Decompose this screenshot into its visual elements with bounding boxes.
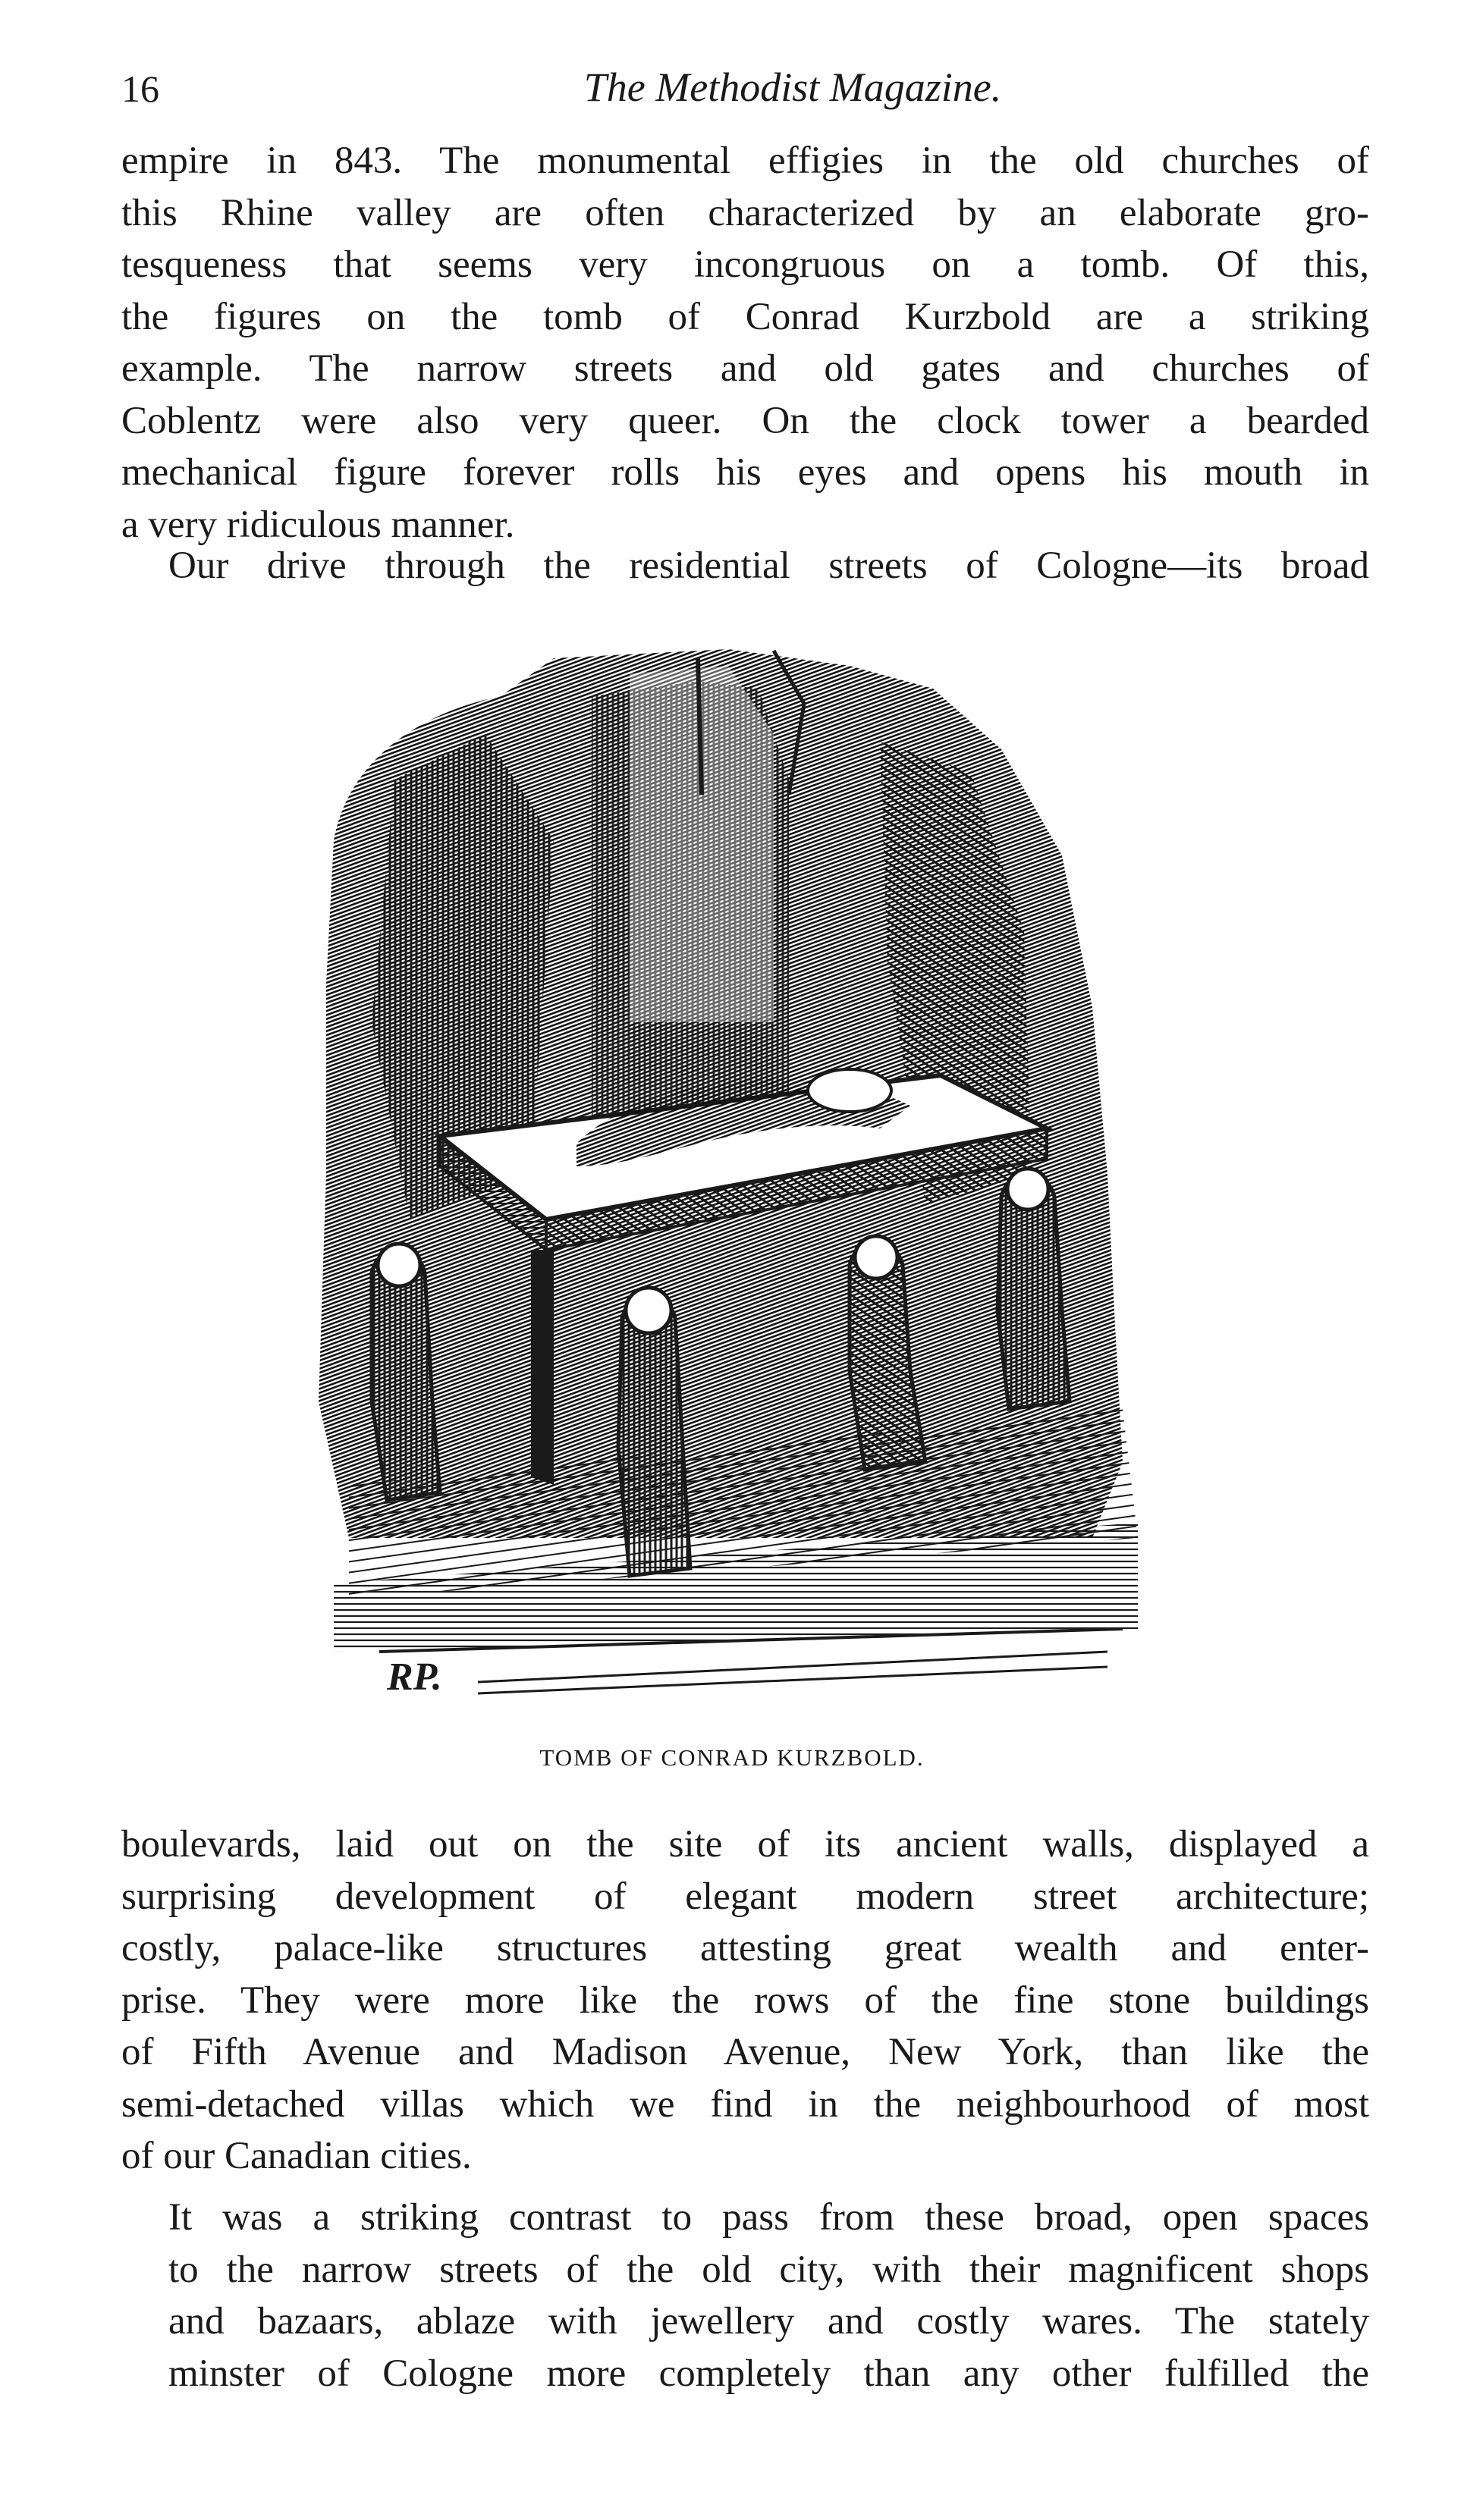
text-line: prise. They were more like the rows of the fine stone buildings bbox=[121, 1979, 1369, 2022]
text-line: boulevards, laid out on the site of its ancient walls, displayed a bbox=[121, 1823, 1369, 1866]
text-line: empire in 843. The monumental effigies in the old churches of bbox=[121, 140, 1369, 182]
text-line: Coblentz were also very queer. On the clock tower a bearded bbox=[121, 399, 1369, 442]
text-line: surprising development of elegant modern street architecture; bbox=[121, 1875, 1369, 1918]
text-line: semi-detached villas which we find in the neighbourhood of most bbox=[121, 2082, 1369, 2126]
text-line: the figures on the tomb of Conrad Kurzbold are a striking bbox=[121, 295, 1369, 338]
text-line: to the narrow streets of the old city, with their magnificent shops bbox=[168, 2248, 1369, 2291]
text-line: and bazaars, ablaze with jewellery and costly wares. The stately bbox=[168, 2300, 1369, 2343]
text-line: a very ridiculous manner. bbox=[121, 503, 515, 546]
text-line: Our drive through the residential streets of Cologne—its broad bbox=[168, 544, 1369, 587]
running-head bbox=[121, 53, 1373, 121]
paragraph-1 bbox=[121, 135, 1369, 551]
text-line: mechanical figure forever rolls his eyes and opens his mouth in bbox=[121, 451, 1369, 494]
text-line: tesqueness that seems very incongruous on a tomb. Of this, bbox=[121, 243, 1369, 286]
paragraph-2 bbox=[121, 540, 1369, 592]
text-line: costly, palace-like structures attesting great wealth and enter- bbox=[121, 1927, 1369, 1969]
running-title: The Methodist Magazine. bbox=[583, 64, 1002, 110]
engraver-monogram: RP. bbox=[387, 1655, 442, 1699]
text-line: It was a striking contrast to pass from these broad, open spaces bbox=[168, 2196, 1369, 2239]
figure-caption: TOMB OF CONRAD KURZBOLD. bbox=[539, 1744, 925, 1771]
text-line: of our Canadian cities. bbox=[121, 2135, 472, 2177]
text-line: minster of Cologne more completely than any other fulfilled the bbox=[168, 2352, 1369, 2395]
page-number: 16 bbox=[121, 67, 159, 110]
engraving-tomb-illustration bbox=[303, 643, 1168, 1735]
text-line: of Fifth Avenue and Madison Avenue, New York, than like the bbox=[121, 2031, 1369, 2073]
paragraph-3 bbox=[121, 1819, 1369, 2183]
text-line: example. The narrow streets and old gates and churches of bbox=[121, 347, 1369, 390]
paragraph-4 bbox=[121, 2192, 1369, 2399]
text-line: this Rhine valley are often characterized by an elaborate gro- bbox=[121, 191, 1369, 234]
